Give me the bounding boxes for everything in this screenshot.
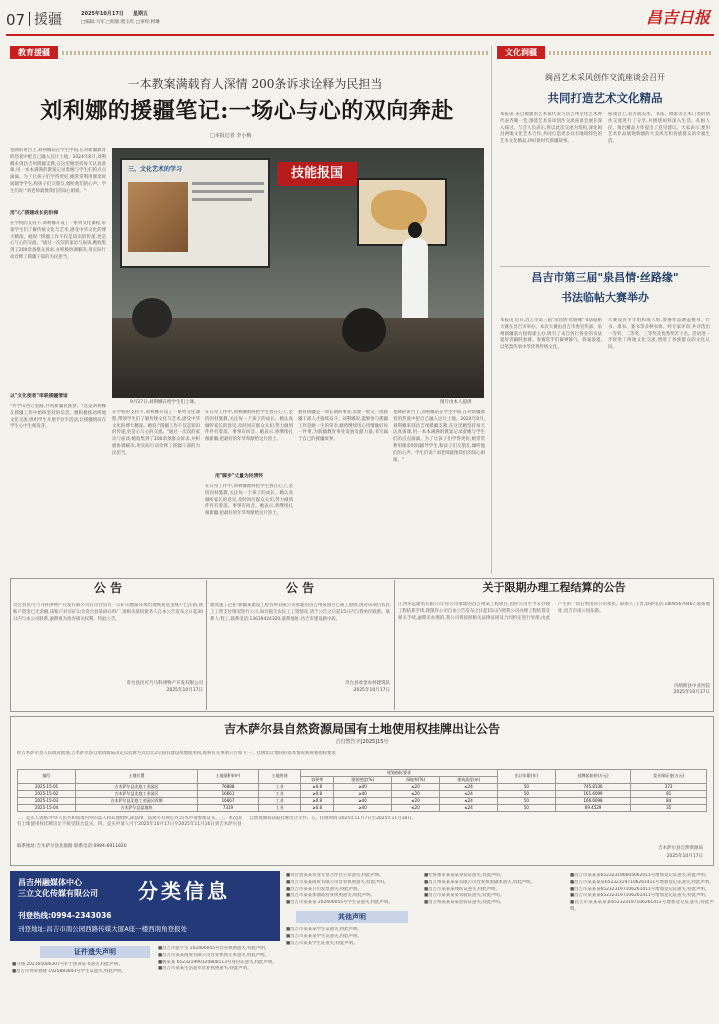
education-subtitle: 一本教案满载育人深情 200条诉求诠释为民担当 [127,77,383,91]
land-notice: 吉木萨尔县自然资源局国有土地使用权挂牌出让公告 吉自然告字[2025]15号 经吉木萨尔县人民政府批准,吉木萨尔县自然资源局决定以挂牌方式出让2宗国有建设用地使用权,现将有关事项公告如下:一、挂牌出让地块的基本情况和规划指标要求 编号 土地位置 土地面积(m²) 土地用途 规划指标要求 出让年限(年) 挂牌起始价(万元) 竞买保证金(万元) 容积率 建筑密度(%) 绿地率(%) 建筑高度(m) 2025-15-01 吉木萨尔县北庭工业园区 76888 工业 ≥0.8 ≥40 ≤20 ≤24 50 745.8136 373 2025-15-02 吉木萨尔县北庭工业园区 16661 工业 ≥0.8 ≥40 ≤20 ≤24 50 161.6099 81 2025-15-03 吉木萨尔县北庭工业园区四期 16667 工业 ≥0.8 ≥40 ≤20 ≤24 50 166.6698 84 2025-15-04 吉木萨尔县某地块 7319 工业 ≥0.8 ≥40 ≤20 ≤24 50 69.4529 35 二、竞买人资格:中华人民共和国境内外的法人和其他组织,除法律、法规另有规定外,均可申请参加竞买。三、本次国有土地使用权挂牌出让不接受联合竞买。四、竞买申请人可于2025年10月17日至2025年11月16日到吉木萨尔县自然资源局获取挂牌出让文件。五、挂牌时间:2025年11月7日至2025年11月18日。 联系地址:吉木萨尔县北庭路 联系电话:0994-6911820 吉木萨尔县自然资源局 2025年10月17日 [10,716,714,866]
notice-1: 公 告 奇台县民可乃马科津物产开发有限公司在奇台县有一宗矿山地质环境治理恢复基金账户已注销,现账户资金已无余额,该账户对应矿山为奇台县某砂石料厂,请相关债权债务人自本公告发布之日起30日内与本公司联系,逾期视为放弃相关权利。特此公告。 奇台县民可乃马科津物产开发有限公司 2025年10月17日 [13,581,203,693]
edu-col1-text: 宽阔的讲台上,刘利娜站在学生中间,在对新疆教育的热爱中把自己融入这片土地。2024年8月,刘利娜来到昌吉州援疆支教,在这里她坚持每天认真备课,用一本本满满的教案记录着她与学生们的点点滴滴。为了让孩子们学得更好,她常常利用课余时间辅导学生,和孩子们交朋友,倾听他们的心声。学生们说:"刘老师就像我们的知心姐姐。" [10,148,106,194]
edu-subhead-3: 用"脚步"丈量为民情怀 [215,474,264,479]
culture-title-2: 昌吉市第三届"泉昌情·丝路缘" [531,271,679,284]
table-row: 2025-15-01 吉木萨尔县北庭工业园区 76888 工业 ≥0.8 ≥40 ≤20 ≤24 50 745.8136 373 [18,783,707,790]
edu-column-1: 宽阔的讲台上,刘利娜站在学生中间,在对新疆教育的热爱中把自己融入这片土地。2024年8月,刘利娜来到昌吉州援疆支教,在这里她坚持每天认真备课,用一本本满满的教案记录着她与学生们的点点滴滴。为了让孩子们学得更好,她常常利用课余时间辅导学生,和孩子们交朋友,倾听他们的心声。学生们说:"刘老师就像我们的知心姐姐。" 用"心"搭建成长的阶梯 在学校的支持下,刘利娜开设了一系列文化课程,带领学生们了解传统文化与艺术,感受中华文化的博大精深。她说:"援疆工作不仅是知识的传递,更是心与心的交流。"通过一次次的家访与座谈,她收集到了200余条群众诉求,并积极协调解决,用实际行动诠释了援疆干部的为民担当。 以"文化使者"串联援疆情谊 "共学山西万里路,共筑新疆民族梦。"这是刘利娜在援疆工作中始终坚持的信念。她积极推动两地文化交流,组织学生开展手拉手活动,让援疆情谊在学生心中生根发芽。 [10,148,106,430]
table-row: 2025-15-03 吉木萨尔县北庭工业园区四期 16667 工业 ≥0.8 ≥40 ≤20 ≤24 50 166.6698 84 [18,797,707,804]
issue-date: 2025年10月17日 [81,11,124,17]
newspaper-logo: 昌吉日报 [645,8,710,27]
ads-col-3: ■奇台县某某农业专业合作社公章遗失,特此声明。 ■昌吉市某某商贸有限公司营业执照遗失,特此声明。 ■昌吉市某某公司发票遗失,特此声明。 ■昌吉市某某加油站营业执照遗失,特此声明。 ■昌吉市某某某 202406055号学生证遗失,特此声明。 其他声明 ■昌吉市某某某学生证遗失,特此声明。 ■昌吉市某某某学生证遗失,特此声明。 ■昌吉市某某学生证遗失,特此声明。 [286,873,418,1023]
photo-credit: 图片由本人提供 [440,400,472,405]
edu-column-5: 宽阔的讲台上,刘利娜站在学生中间,在对新疆教育的热爱中把自己融入这片土地。2024年8月,刘利娜来到昌吉州援疆支教,在这里她坚持每天认真备课,用一本本满满的教案记录着她与学生们的点点滴滴。为了让孩子们学得更好,她常常利用课余时间辅导学生,和孩子们交朋友,倾听他们的心声。学生们说:"刘老师就像我们的知心姐姐。" [393,410,485,463]
land-table: 编号 土地位置 土地面积(m²) 土地用途 规划指标要求 出让年限(年) 挂牌起始价(万元) 竞买保证金(万元) 容积率 建筑密度(%) 绿地率(%) 建筑高度(m) 2025-15-01 吉木萨尔县北庭工业园区 76888 工业 ≥0.8 ≥40 ≤20 ≤24 50 745.8136 373 2025-15-02 吉木萨尔县北庭工业园区 16661 工业 ≥0.8 ≥40 ≤20 ≤24 50 161.6099 81 2025-15-03 吉木萨尔县北庭工业园区四期 16667 工业 ≥0.8 ≥40 ≤20 ≤24 50 166.6698 84 2025-15-04 吉木萨尔县某地块 7319 工业 ≥0.8 ≥40 ≤20 ≤24 50 69.4529 35 [17,769,707,812]
edu-column-2: 在学校的支持下,刘利娜开设了一系列文化课程,带领学生们了解传统文化与艺术,感受中华文化的博大精深。她说:"援疆工作不仅是知识的传递,更是心与心的交流。"通过一次次的家访与座谈,她收集到了200余条群众诉求,并积极协调解决,用实际行动诠释了援疆干部的为民担当。 [112,410,200,456]
culture-kicker: 闽昌艺术采风创作交流座谈会召开 [545,73,665,82]
culture-title-3: 书法临帖大赛举办 [561,291,649,304]
edu-subhead-2: 以"文化使者"串联援疆情谊 [10,393,68,399]
skill-banner: 技能报国 [277,162,357,186]
lost-list-2: ■昌吉市张宇生 202406055号营业执照遗失,特此声明。 ■昌吉市某某商贸有限公司营业执照正本遗失,特此声明。 ■杨某某 652321990120808113号身份证遗失,特此声明。 ■昌吉市某某生活超市营业执照遗失,特此声明。 [158,946,277,972]
land-title: 吉木萨尔县自然资源局国有土地使用权挂牌出让公告 [223,722,500,736]
notice-3: 关于限期办理工程结算的公告 江西华远建筑有限公司:你公司承建的昌吉州某工程项目,因你公司至今未办理工程结算手续,现限你公司自本公告发布之日起15日内到我公司办理工程结算及相关手续,逾期未办理的,我公司将按照相关法律法规及合同约定进行处理,由此产生的一切后果由你公司承担。联系人:王晋,联系电话:18095670467,联系地址:昌吉市南公园东路。 玛纳斯县中业医院 2025年10月17日 [398,581,710,696]
ads-col-4: ■吐鲁番市某某某身份证遗失,特此声明。 ■昌吉州某某某某有限公司营业执照副本遗失,特此声明。 ■昌吉市某某某残疾证遗失,特此声明。 ■昌吉市某某某某驾驶证遗失,特此声明。 ■昌吉州某某某某退役证遗失,特此声明。 [424,873,535,906]
culture-body-1: 本报讯 来自福建的艺术家代表与昌吉州文化艺术界代表齐聚一堂,围绕艺术采风创作交流座谈会展开深入探讨。与会人员表示,将以此次交流为契机,深化闽昌两地文化艺术合作,共同打造更多具有地域特色的艺术文化精品,讲好新时代新疆故事。 [500,112,602,145]
ads-col-5: ■昌吉市某某某652323196605062011号增加登记证遗失,特此声明。 ■昌吉市某某某某652323197106261411号增加登记证遗失,特此声明。 ■昌吉市某某某652323197106261411号增加登记证遗失,特此声明。 ■昌吉市某某某652323197106261411号增加登记证遗失,特此声明。 ■昌吉市某某某某某652323197106261411号增加登记证遗失,特此声明。 [570,873,714,913]
page-number: 07 [6,11,26,29]
page-header [6,4,714,40]
other-tag: 其他声明 [296,911,408,923]
notice-2: 公 告 建筑施工企业:新疆某建设工程咨询有限公司承建的昌吉州某项目已竣工验收,现对该项目农民工工资支付情况进行公示,如有拖欠农民工工资情况,请于公告之日起15日内与我单位联系。联系人:程工,联系电话:13639424320,联系地址:昌吉市建设路中段。 奇台县欢金农村建筑队 2025年10月17日 [210,581,390,693]
education-byline: □本报记者 李小梅 [210,133,252,139]
editorial-staff: □编辑:马军 □组版:程玉红 □审校:阿琳 [81,20,160,25]
table-row: 2025-15-04 吉木萨尔县某地块 7319 工业 ≥0.8 ≥40 ≤20 ≤24 50 69.4529 35 [18,804,707,811]
section-name: 援疆 [34,12,62,28]
edu-subhead-1: 用"心"搭建成长的阶梯 [10,211,59,216]
projector-screen: 三、文化艺术的学习 [120,158,270,268]
culture-title-1: 共同打造艺术文化精品 [547,91,663,105]
issue-weekday: 星期五 [133,11,149,17]
education-tag: 教育援疆 [10,46,488,59]
lost-tag: 证件遗失声明 [40,946,150,958]
table-row: 2025-15-02 吉木萨尔县北庭工业园区 16661 工业 ≥0.8 ≥40 ≤20 ≤24 50 161.6099 81 [18,790,707,797]
culture-body-2: 本报讯 近日,昌吉市第三届"泉昌情·丝路缘"书法临帖大赛在昌吉市举办。本次大赛由昌吉市委宣传部、泉州援疆前方指挥部主办,吸引了来自各行各业的书法爱好者踊跃参赛。参赛选手们凝神静气、挥毫泼墨,以笔墨传承中华优秀传统文化。 [500,318,602,351]
photo-caption: 9月27日,刘利娜在给学生们上课。 [130,400,199,405]
culture-body-2b: 大赛设青少年组和成人组,参赛作品涵盖楷书、行书、隶书、篆书等多种书体。经专家评审,共评选出一等奖、二等奖、三等奖及优秀奖若干名。活动进一步促进了两地文化交流,增进了各族群众的文化认同。 [608,318,710,351]
edu-column-3: 在日常工作中,刘利娜始终把学生放在心上,坚持因材施教,关注每一个孩子的成长。她认真倾听家长的意见,及时回应群众关切,努力做到件件有着落、事事有回音。她表示,将继续扎根新疆,把最好的年华奉献给这片热土。 [205,410,293,443]
map-screen [357,178,447,246]
classroom-photo [112,148,484,398]
culture-body-1b: 座谈会上,双方就美术、书法、摄影等艺术门类的创作交流进行了分享,并围绕如何深入生活、扎根人民、推出精品力作提出了意见建议。大家表示,要用艺术作品展现新疆的大美风光和各族群众的幸福生活。 [608,112,710,145]
ads-banner-title: 分类信息 [138,879,230,903]
education-title: 刘利娜的援疆笔记:一场心与心的双向奔赴 [40,98,454,124]
culture-tag: 文化润疆 [497,46,713,59]
ads-banner: 昌吉州融媒体中心 三立文化传媒有限公司 分类信息 刊登热线:0994-2343036 刊登地址:昌吉市南公园西路传媒大厦A座一楼西南角登报处 [10,871,280,941]
lost-list-1: ■马翔 202165000307号护士执业证书遗失,特此声明。 ■昌吉市何荣智晓 1925883843号学生证遗失,特此声明。 [12,962,126,974]
teacher-figure [402,238,428,328]
edu-column-4: 教育援疆是一项长期的事业,需要一批又一批援疆干部人才接续奋斗。刘利娜说,能够参与援疆工作是她一生的荣幸,她将继续用心用情做好每一件事,为新疆教育事业发展贡献力量,书写属于自己的援疆故事。 [298,410,388,443]
